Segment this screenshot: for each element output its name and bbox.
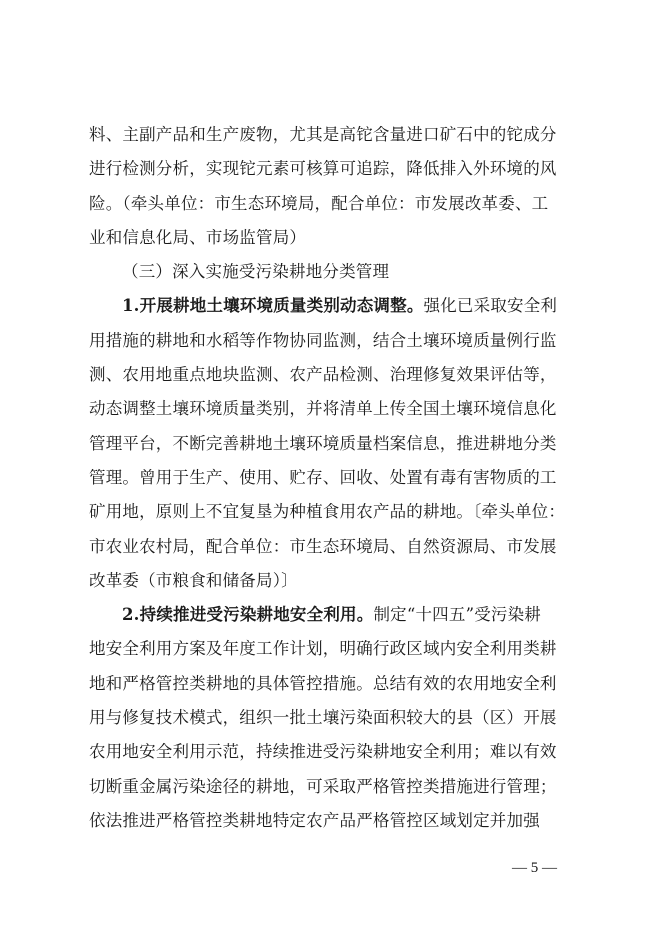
item1-title: 1.开展耕地土壤环境质量类别动态调整。 <box>122 296 424 316</box>
text-line: 料、主副产品和生产废物，尤其是高铊含量进口矿石中的铊成分 <box>89 125 557 144</box>
section-heading: （三）深入实施受污染耕地分类管理 <box>122 262 390 282</box>
text-line: 依法推进严格管控类耕地特定农产品严格管控区域划定并加强 <box>89 810 540 830</box>
text-line: 矿用地，原则上不宜复垦为种植食用农产品的耕地。〔牵头单位： <box>89 502 566 522</box>
text-line: 管理平台，不断完善耕地土壤环境质量档案信息，推进耕地分类 <box>89 433 557 453</box>
body-text <box>89 118 581 838</box>
text-line: 用与修复技术模式，组织一批土壤污染面积较大的县（区）开展 <box>89 708 557 728</box>
item1-first-line-rest: 强化已采取安全利 <box>423 296 558 316</box>
text-line: 业和信息化局、市场监管局） <box>89 227 307 247</box>
item2-title: 2.持续推进受污染耕地安全利用。 <box>122 605 374 625</box>
text-line: 管理。曾用于生产、使用、贮存、回收、处置有毒有害物质的工 <box>89 467 557 487</box>
text-line: 险。（牵头单位：市生态环境局，配合单位：市发展改革委、工 <box>89 193 549 213</box>
text-line: 市农业农村局，配合单位：市生态环境局、自然资源局、市发展 <box>89 536 557 556</box>
text-line: 农用地安全利用示范，持续推进受污染耕地安全利用；难以有效 <box>89 742 557 762</box>
item2-first-line-rest: 制定“十四五”受污染耕 <box>373 605 542 625</box>
text-line: 地安全利用方案及年度工作计划，明确行政区域内安全利用类耕 <box>89 639 557 659</box>
text-line: 测、农用地重点地块监测、农产品检测、治理修复效果评估等， <box>89 365 557 385</box>
item2-first-line <box>89 598 581 632</box>
text-line: 切断重金属污染途径的耕地，可采取严格管控类措施进行管理； <box>89 776 557 796</box>
text-line: 地和严格管控类耕地的具体管控措施。总结有效的农用地安全利 <box>89 673 557 693</box>
item1-first-line <box>89 289 581 323</box>
page-number: — 5 — <box>512 860 557 876</box>
text-line: 用措施的耕地和水稻等作物协同监测，结合土壤环境质量例行监 <box>89 330 557 350</box>
text-line: 动态调整土壤环境质量类别，并将清单上传全国土壤环境信息化 <box>89 399 557 419</box>
text-line: 进行检测分析，实现铊元素可核算可追踪，降低排入外环境的风 <box>89 159 557 179</box>
text-line: 改革委（市粮食和储备局）〕 <box>89 570 298 590</box>
